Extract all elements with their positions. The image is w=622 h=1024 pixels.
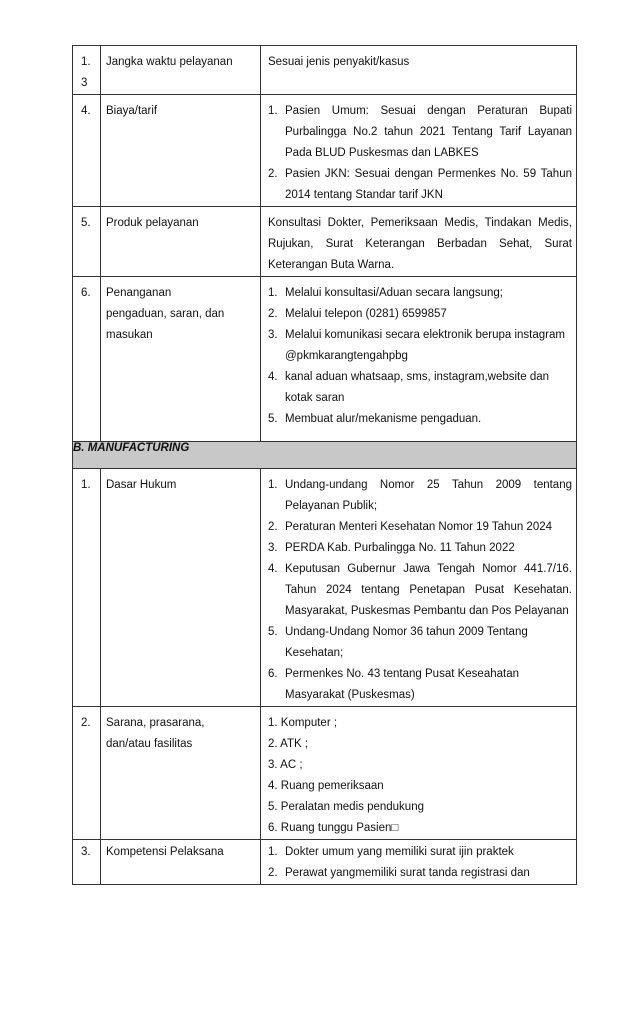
row-number: 1. 3 <box>81 56 91 89</box>
row-label: Kompetensi Pelaksana <box>106 846 224 858</box>
list-item: 4. kanal aduan whatsaap, sms, instagram,website dan kotak saran <box>268 371 550 404</box>
table-row <box>73 277 577 442</box>
table-row <box>73 207 577 277</box>
row-number: 4. <box>81 105 91 117</box>
table-row <box>73 840 577 885</box>
row-number: 5. <box>81 217 91 229</box>
row-label: Sarana, prasarana, dan/atau fasilitas <box>106 717 205 750</box>
list-item: 2. Melalui telepon (0281) 6599857 <box>268 308 447 320</box>
row-label: Biaya/tarif <box>106 105 158 117</box>
numbered-list <box>268 283 572 430</box>
list-item: 1. Dokter umum yang memiliki surat ijin praktek <box>268 846 514 858</box>
numbered-list <box>268 842 572 884</box>
section-title: B. MANUFACTURING <box>73 442 577 469</box>
table-row <box>73 95 577 207</box>
list-item: 2. Perawat yangmemiliki surat tanda registrasi dan <box>268 867 530 879</box>
list-item: 1. Pasien Umum: Sesuai dengan Peraturan Bupati Purbalingga No.2 tahun 2021 Tentang Tarif Layanan Pada BLUD Puskesmas dan LABKES <box>268 105 572 159</box>
numbered-list <box>268 101 572 206</box>
row-number: 6. <box>81 287 91 299</box>
list-item: 1. Melalui konsultasi/Aduan secara langsung; <box>268 287 503 299</box>
row-number: 1. <box>81 479 91 491</box>
row-label: Produk pelayanan <box>106 217 199 229</box>
list-item: 6. Permenkes No. 43 tentang Pusat Keseahatan Masyarakat (Puskesmas) <box>268 668 519 701</box>
list-item: 5. Membuat alur/mekanisme pengaduan. <box>268 413 482 425</box>
list-item: 1. Undang-undang Nomor 25 Tahun 2009 tentang Pelayanan Publik; <box>268 479 572 512</box>
row-value: Konsultasi Dokter, Pemeriksaan Medis, Tindakan Medis, Rujukan, Surat Keterangan Berbadan Sehat, Surat Keterangan Buta Warna. <box>268 217 572 271</box>
numbered-list <box>268 475 572 706</box>
row-label: Penanganan pengaduan, saran, dan masukan <box>106 287 225 341</box>
row-number: 2. <box>81 717 91 729</box>
list-item: 4. Keputusan Gubernur Jawa Tengah Nomor 441.7/16. Tahun 2024 tentang Penetapan Pusat Kesehatan. Masyarakat, Puskesmas Pembantu dan Pos Pelayanan <box>268 563 572 617</box>
list-item: 3. PERDA Kab. Purbalingga No. 11 Tahun 2022 <box>268 542 515 554</box>
table-row <box>73 707 577 840</box>
section-header-row <box>73 442 577 469</box>
list-item: 2. ATK ; <box>268 738 309 750</box>
list-item: 5. Undang-Undang Nomor 36 tahun 2009 Tentang Kesehatan; <box>268 626 528 659</box>
list-item: 6. Ruang tunggu Pasien□ <box>268 822 399 834</box>
list-item: 3. AC ; <box>268 759 303 771</box>
row-label: Jangka waktu pelayanan <box>106 56 233 68</box>
list-item: 4. Ruang pemeriksaan <box>268 780 384 792</box>
list-item: 2. Pasien JKN: Sesuai dengan Permenkes No. 59 Tahun 2014 tentang Standar tarif JKN <box>268 168 572 201</box>
list-item: 1. Komputer ; <box>268 717 338 729</box>
table-row <box>73 469 577 707</box>
row-value: Sesuai jenis penyakit/kasus <box>268 56 410 68</box>
list-item: 3. Melalui komunikasi secara elektronik berupa instagram @pkmkarangtengahpbg <box>268 329 565 362</box>
list-item: 2. Peraturan Menteri Kesehatan Nomor 19 Tahun 2024 <box>268 521 553 533</box>
row-label: Dasar Hukum <box>106 479 177 491</box>
table-row <box>73 46 577 95</box>
list-item: 5. Peralatan medis pendukung <box>268 801 424 813</box>
row-number: 3. <box>81 846 91 858</box>
service-standard-table <box>72 45 577 885</box>
